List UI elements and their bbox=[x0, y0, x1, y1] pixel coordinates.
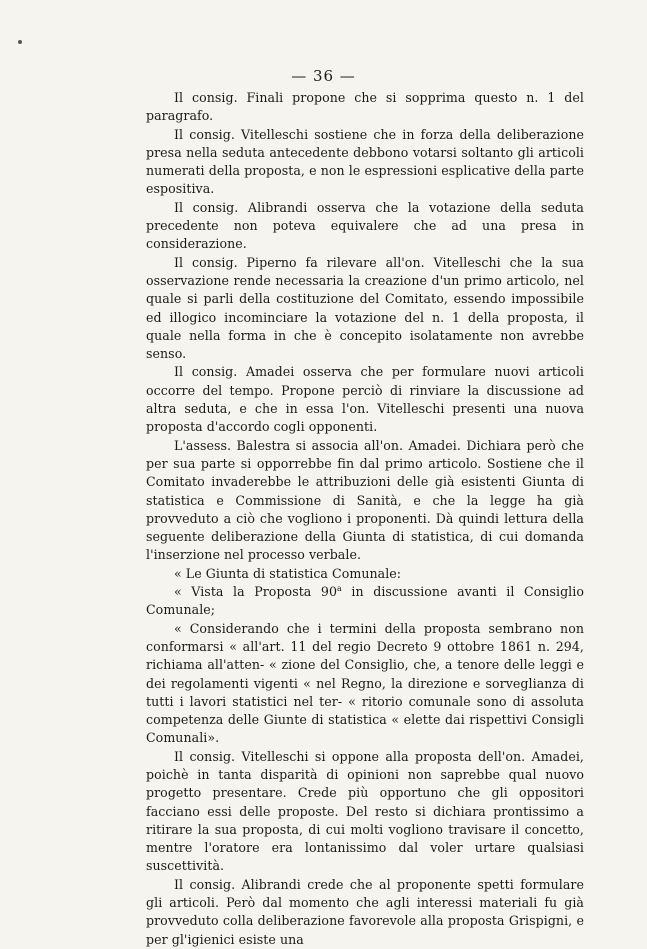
quote-vista-text: « Vista la Proposta 90 bbox=[174, 584, 338, 600]
paragraph-vitelleschi-1: Il consig. Vitelleschi sostiene che in forza della deliberazione presa nella seduta antecedente debbono votarsi soltanto gli articoli numerati della proposta, e non le espressioni esplicative della parte espositiva. bbox=[146, 126, 584, 197]
paragraph-vitelleschi-2: Il consig. Vitelleschi si oppone alla proposta dell'on. Amadei, poichè in tanta disparità di opinioni non saprebbe qual nuovo progetto presentare. Crede più opportuno che gli oppositori facciano essi delle proposte. Del resto si dichiara prontissimo a ritirare la sua proposta, di cui molti vogliono travisare il concetto, mentre l'oratore era lontanissimo dal voler urtare qualsiasi suscettività. bbox=[146, 748, 584, 874]
paragraph-balestra: L'assess. Balestra si associa all'on. Amadei. Dichiara però che per sua parte si opporrebbe fin dal primo articolo. Sostiene che il Comitato invaderebbe le attribuzioni delle già esistenti Giunta di statistica e Commissione di Sanità, e che la legge ha già provveduto a ciò che vogliono i proponenti. Dà quindi lettura della seguente deliberazione della Giunta di statistica, di cui domanda l'inserzione nel processo verbale. bbox=[146, 437, 584, 563]
page-number: — 36 — bbox=[291, 67, 356, 85]
paragraph-alibrandi-1: Il consig. Alibrandi osserva che la votazione della seduta precedente non poteva equivalere che ad una presa in considerazione. bbox=[146, 199, 584, 252]
quote-body: « Considerando che i termini della proposta sembrano non conformarsi « all'art. 11 del regio Decreto 9 ottobre 1861 n. 294, richiama all'atten- « zione del Consiglio, che, a tenore delle leggi e dei regolamenti vigenti « nel Regno, la direzione e sorveglianza di tutti i lavori statistici nel ter- « ritorio comunale sono di assoluta competenza delle Giunte di statistica « elette dai rispettivi Consigli Comunali». bbox=[146, 620, 584, 746]
quote-vista-rest: in discussione avanti il Consiglio Comunale; bbox=[146, 584, 584, 618]
quote-vista bbox=[146, 583, 584, 620]
paragraph-alibrandi-2: Il consig. Alibrandi crede che al proponente spetti formulare gli articoli. Però dal momento che agli interessi materiali fu già provveduto colla deliberazione favorevole alla proposta Grispigni, e per gl'igienici esiste una bbox=[146, 876, 584, 947]
page-body bbox=[146, 89, 584, 949]
quote-heading: « Le Giunta di statistica Comunale: bbox=[174, 565, 402, 581]
paragraph-finali: Il consig. Finali propone che si sopprima questo n. 1 del paragrafo. bbox=[146, 90, 584, 124]
paragraph-piperno: Il consig. Piperno fa rilevare all'on. Vitelleschi che la sua osservazione rende necessaria la creazione d'un primo articolo, nel quale si parli della costituzione del Comitato, essendo impossibile ed illogico incominciare la votazione del n. 1 della proposta, il quale nella forma in che è concepito isolatamente non avrebbe senso. bbox=[146, 254, 584, 362]
paragraph-amadei: Il consig. Amadei osserva che per formulare nuovi articoli occorre del tempo. Propone perciò di rinviare la discussione ad altra seduta, e che in essa l'on. Vitelleschi presenti una nuova proposta d'accordo cogli opponenti. bbox=[146, 364, 584, 435]
quote-vista-superscript: a bbox=[337, 583, 342, 593]
margin-mark bbox=[18, 40, 22, 44]
